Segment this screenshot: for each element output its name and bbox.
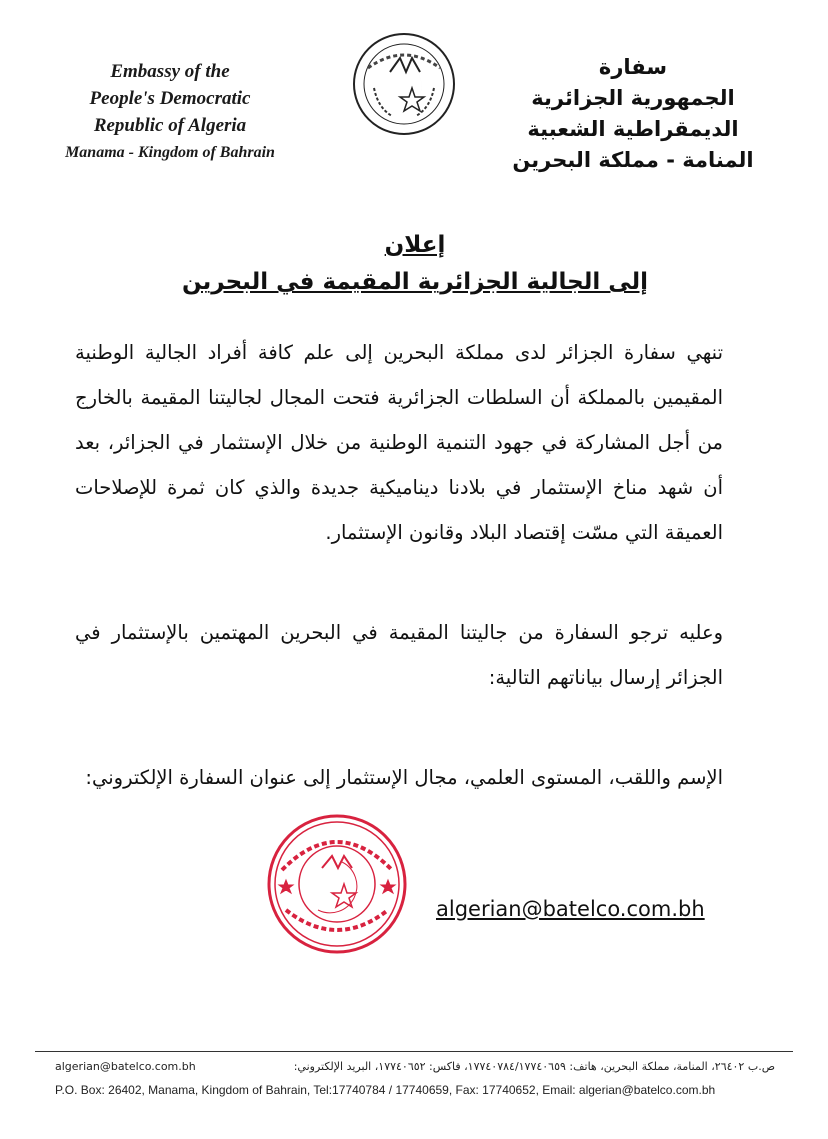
title-audience: إلى الجالية الجزائرية المقيمة في البحرين <box>181 269 649 295</box>
title-announcement: إعلان <box>384 232 446 258</box>
footer-english-contact: P.O. Box: 26402, Manama, Kingdom of Bahrain, Tel:17740784 / 17740659, Fax: 17740652, Email: algerian@batelco.com.bh <box>55 1083 716 1097</box>
algeria-state-emblem-icon <box>348 28 460 140</box>
body-paragraph-2: وعليه ترجو السفارة من جاليتنا المقيمة في البحرين المهتمين بالإستثمار في الجزائر إرسال بياناتهم التالية: <box>75 621 723 689</box>
embassy-name-english <box>40 58 300 166</box>
english-header-line3: Republic of Algeria <box>93 115 247 136</box>
announcement-title <box>150 228 680 302</box>
arabic-header-line1: سفارة <box>598 55 668 79</box>
embassy-seal-stamp-icon <box>262 810 412 958</box>
footer-divider <box>35 1051 793 1052</box>
arabic-header-line3: الديمقراطية الشعبية <box>527 117 739 141</box>
body-paragraph-1: تنهي سفارة الجزائر لدى مملكة البحرين إلى علم كافة أفراد الجالية الوطنية المقيمين بالمملكة أن السلطات الجزائرية فتحت المجال لجاليتنا المقيمة بالخارج من أجل المشاركة في جهود التنمية الوطنية من خلال الإستثمار في الجزائر، بعد أن شهد مناخ الإستثمار في بلادنا ديناميكية جديدة والذي كان ثمرة للإصلاحات العميقة التي مسّت إقتصاد البلاد وقانون الإستثمار. <box>75 341 723 544</box>
arabic-header-line2: الجمهورية الجزائرية <box>531 86 735 110</box>
english-header-line2: People's Democratic <box>89 88 251 109</box>
english-header-line1: Embassy of the <box>110 61 230 82</box>
footer-arabic-address: ص.ب ٢٦٤٠٢، المنامة، مملكة البحرين، هاتف: ١٧٧٤٠٧٨٤/١٧٧٤٠٦٥٩، فاكس: ١٧٧٤٠٦٥٢، البريد الإلكتروني: <box>293 1060 775 1073</box>
embassy-email-link[interactable]: algerian@batelco.com.bh <box>436 897 705 921</box>
arabic-header-line4: المنامة - مملكة البحرين <box>512 148 754 172</box>
footer-email-left: algerian@batelco.com.bh <box>55 1060 196 1073</box>
english-header-line4: Manama - Kingdom of Bahrain <box>65 144 275 161</box>
embassy-name-arabic <box>508 52 758 176</box>
body-paragraph-3: الإسم واللقب، المستوى العلمي، مجال الإستثمار إلى عنوان السفارة الإلكتروني: <box>85 766 723 789</box>
footer-arabic-contact <box>55 1060 775 1073</box>
